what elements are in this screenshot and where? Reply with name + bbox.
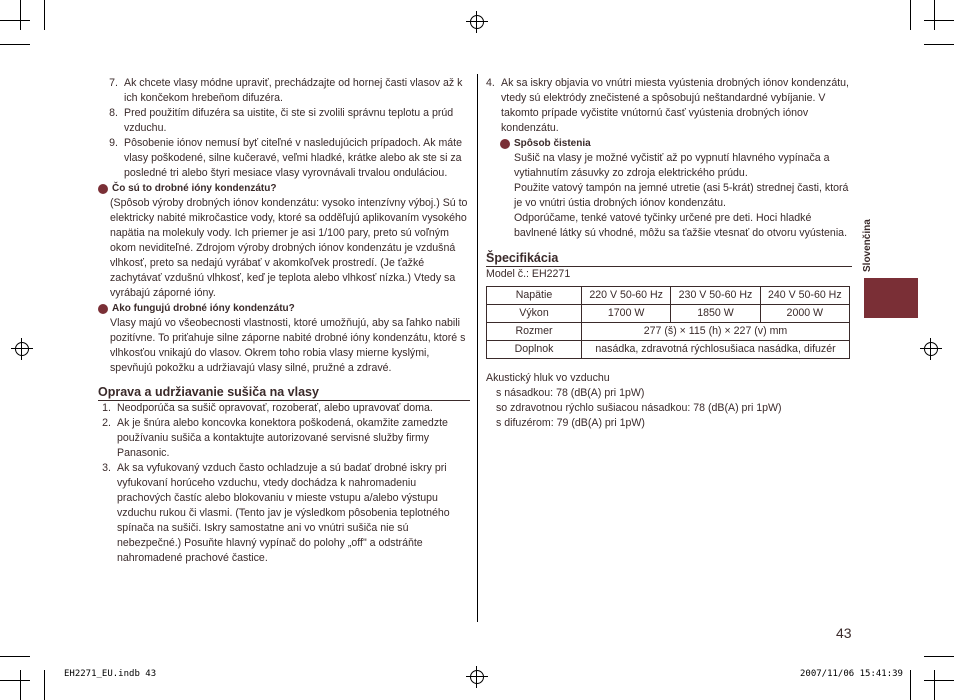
registration-mark-icon	[468, 668, 486, 686]
spec-table	[486, 286, 850, 359]
table-cell: 277 (š) × 115 (h) × 227 (v) mm	[582, 323, 850, 341]
crop-mark	[20, 670, 21, 700]
crop-mark	[924, 44, 954, 45]
paragraph: Vlasy majú vo všeobecnosti vlastnosti, ktoré umožňujú, aby sa ľahko nabili pozitívne. To priťahuje silne záporne nabité drobné ióny kondenzátu, ktoré s vlhkosťou vnikajú do vlasov. Okrem toho robia vlasy mierne kyslými, spevňujú pokožku a udržiavajú vlasy silné, pružné a zdravé.	[110, 317, 466, 374]
paragraph: (Spôsob výroby drobných iónov kondenzátu: vysoko intenzívny výboj.) Sú to elektricky nabité mikročastice vody, ktoré sa odděľujú aplikovaním vysokého napätia na molekuly vody. Ich priemer je asi 1/100 pary, preto sú voľným okom neviditeľné. Zdrojom výroby drobných iónov kondenzátu je vzdušná vlhkosť, preto sa nedajú vyrábať v akomkoľvek prostredí. (Je ťažké zachytávať vzdušnú vlhkosť, keď je teplota alebo vlhkosť nízka.) Vtedy sa vyrábajú záporné ióny.	[110, 197, 468, 299]
table-cell: Napätie	[487, 287, 582, 305]
column-divider	[477, 74, 478, 622]
section-title: Oprava a udržiavanie sušiča na vlasy	[98, 384, 470, 401]
noise-title: Akustický hluk vo vzduchu	[486, 372, 610, 384]
table-cell: 220 V 50-60 Hz	[582, 287, 671, 305]
left-column	[98, 76, 470, 566]
table-cell: 1700 W	[582, 305, 671, 323]
bullet-icon	[500, 139, 510, 149]
model-number: Model č.: EH2271	[486, 268, 571, 280]
registration-mark-icon	[468, 13, 486, 31]
page-number: 43	[836, 625, 852, 641]
list-item: 2. Ak je šnúra alebo koncovka konektora poškodená, okamžite zamedzte používaniu sušiča a kontaktujte autorizované servisné služby firmy Panasonic.	[102, 417, 448, 459]
crop-mark	[20, 0, 21, 30]
table-cell: Doplnok	[487, 341, 582, 359]
crop-mark	[0, 44, 30, 45]
bullet-icon	[98, 184, 108, 194]
registration-mark-icon	[13, 340, 31, 358]
crop-mark	[0, 656, 30, 657]
list-item: 7. Ak chcete vlasy módne upraviť, prechádzajte od hornej časti vlasov až k ich končekom hrebeňom difuzéra.	[109, 77, 463, 104]
table-cell: Rozmer	[487, 323, 582, 341]
paragraph: Odporúčame, tenké vatové tyčinky určené pre deti. Hoci hladké bavlnené látky sú vhodné, môžu sa ťažšie vtesnať do otvoru vyústenia.	[514, 212, 848, 239]
list-item: 8. Pred použitím difuzéra sa uistite, či ste si zvolili správnu teplotu a prúd vzduchu.	[109, 107, 454, 134]
footer-file: EH2271_EU.indb 43	[64, 669, 157, 679]
crop-mark	[934, 0, 935, 30]
table-cell: 240 V 50-60 Hz	[760, 287, 849, 305]
noise-line: s difuzérom: 79 (dB(A) pri 1pW)	[496, 417, 645, 429]
paragraph: Použite vatový tampón na jemné utretie (asi 5-krát) strednej časti, ktorá je vo vnútri ústia drobných iónov kondenzátu.	[514, 182, 849, 209]
table-row	[487, 305, 850, 323]
list-item: 4. Ak sa iskry objavia vo vnútri miesta vyústenia drobných iónov kondenzátu, vtedy sú elektródy znečistené a spôsobujú neštandardné vybíjanie. V takomto prípade vyčistite vnútornú časť vyústenia drobných iónov kondenzátu.	[486, 77, 850, 134]
table-cell: 230 V 50-60 Hz	[671, 287, 760, 305]
table-cell: 1850 W	[671, 305, 760, 323]
crop-mark	[934, 670, 935, 700]
list-item: 3. Ak sa vyfukovaný vzduch často ochladzuje a sú badať drobné iskry pri vyfukovaní horúceho vzduchu, vtedy dochádza k nahromadeniu prachových častíc alebo blokovaniu v mieste vstupu a/alebo výstupu vzduchu rukou či vlasmi. (Tento jav je výsledkom pôsobenia teplotného spínača na sušiči. Iskry samostatne ani vo vnútri sušiča nie sú nebezpečné.) Posuňte hlavný vypínač do polohy „off" a odstráňte nahromadené prachové častice.	[102, 462, 450, 564]
subheading: Spôsob čistenia	[486, 136, 852, 151]
crop-mark	[924, 656, 954, 657]
crop-mark	[44, 670, 45, 700]
crop-mark	[0, 20, 30, 21]
subheading: Ako fungujú drobné ióny kondenzátu?	[98, 301, 470, 316]
table-row	[487, 341, 850, 359]
table-row	[487, 323, 850, 341]
subheading: Čo sú to drobné ióny kondenzátu?	[98, 181, 470, 196]
crop-mark	[924, 20, 954, 21]
table-cell: Výkon	[487, 305, 582, 323]
registration-mark-icon	[922, 340, 940, 358]
language-tab	[864, 278, 918, 318]
table-cell: nasádka, zdravotná rýchlosušiaca nasádka, difuzér	[582, 341, 850, 359]
right-column	[486, 76, 852, 431]
language-label: Slovenčina	[862, 219, 873, 272]
crop-mark	[44, 0, 45, 30]
table-cell: 2000 W	[760, 305, 849, 323]
paragraph: Sušič na vlasy je možné vyčistiť až po vypnutí hlavného vypínača a vytiahnutím zásuvky zo zdroja elektrického prúdu.	[514, 152, 830, 179]
crop-mark	[910, 0, 911, 30]
table-row	[487, 287, 850, 305]
bullet-icon	[98, 304, 108, 314]
noise-line: so zdravotnou rýchlo sušiacou násadkou: 78 (dB(A) pri 1pW)	[496, 402, 782, 414]
section-title: Špecifikácia	[486, 250, 852, 267]
noise-line: s násadkou: 78 (dB(A) pri 1pW)	[496, 387, 645, 399]
list-item: 9. Pôsobenie iónov nemusí byť citeľné v nasledujúcich prípadoch. Ak máte vlasy poškodené, silne kučeravé, veľmi hladké, krátke alebo ak ste si za posledné tri alebo štyri mesiace vlasy vyrovnávali trvalou onduláciou.	[109, 137, 463, 179]
footer-datetime: 2007/11/06 15:41:39	[800, 669, 903, 679]
crop-mark	[910, 670, 911, 700]
crop-mark	[0, 680, 30, 681]
crop-mark	[924, 680, 954, 681]
list-item: 1. Neodporúča sa sušič opravovať, rozoberať, alebo upravovať doma.	[102, 402, 433, 414]
